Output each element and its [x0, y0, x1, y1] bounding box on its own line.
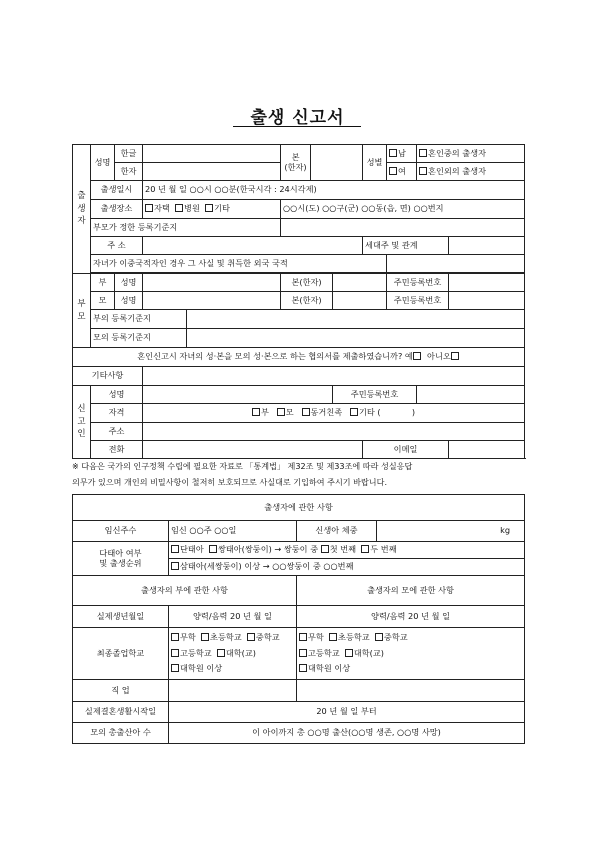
- name-label: 성명: [91, 145, 115, 181]
- father-id-label: 주민등록번호: [387, 274, 449, 292]
- father-registry-field[interactable]: [187, 310, 525, 329]
- mother-registry-label: 모의 등록기준지: [91, 329, 187, 348]
- checkbox-icon: [277, 408, 285, 416]
- mother-name-field[interactable]: [143, 292, 281, 310]
- father-job-field[interactable]: [169, 680, 297, 702]
- checkbox-icon: [345, 649, 353, 657]
- reporter-qual-label: 자격: [91, 404, 143, 423]
- reporter-name-field[interactable]: [143, 386, 333, 404]
- checkbox-icon: [145, 204, 153, 212]
- registry-label: 부모가 정한 등록기준지: [91, 219, 281, 237]
- birth-report-form: [72, 144, 525, 459]
- weight-field[interactable]: kg: [377, 521, 525, 542]
- checkbox-icon: [247, 633, 255, 641]
- checkbox-icon: [350, 408, 358, 416]
- reporter-phone-field[interactable]: [143, 441, 363, 459]
- father-birthdate-field[interactable]: 양력/음력 20 년 월 일: [169, 606, 297, 628]
- father-info-header: 출생자의 부에 관한 사항: [73, 576, 297, 606]
- checkbox-icon: [171, 562, 179, 570]
- birth-section-label: 출생자: [73, 145, 91, 274]
- place-address-field[interactable]: ○○시(도) ○○구(군) ○○동(읍, 면) ○○번지: [281, 200, 525, 219]
- mother-bon-field[interactable]: [333, 292, 387, 310]
- hangul-name-field[interactable]: [143, 145, 281, 163]
- mother-id-field[interactable]: [449, 292, 525, 310]
- mother-registry-field[interactable]: [187, 329, 525, 348]
- page-title: 출생 신고서: [250, 108, 345, 128]
- multiple-birth-options-1[interactable]: 단태아 쌍태아(쌍둥이) → 쌍둥이 중 첫 번째 두 번째: [169, 542, 525, 559]
- checkbox-icon: [451, 352, 459, 360]
- parents-section-label: 부모: [73, 274, 91, 348]
- gestation-label: 임신주수: [73, 521, 169, 542]
- hanja-label: 한자: [115, 163, 143, 181]
- reporter-section-label: 신고인: [73, 386, 91, 459]
- mother-job-field[interactable]: [297, 680, 525, 702]
- father-name-label: 성명: [115, 274, 143, 292]
- father-registry-label: 부의 등록기준지: [91, 310, 187, 329]
- marriage-start-field[interactable]: 20 년 월 일 부터: [169, 702, 525, 723]
- checkbox-icon: [209, 545, 217, 553]
- checkbox-icon: [171, 633, 179, 641]
- checkbox-icon: [252, 408, 260, 416]
- checkbox-icon: [329, 633, 337, 641]
- reporter-phone-label: 전화: [91, 441, 143, 459]
- father-bon-field[interactable]: [333, 274, 387, 292]
- marriage-start-label: 실제결혼생활시작일: [73, 702, 169, 723]
- checkbox-icon: [419, 167, 427, 175]
- household-label: 세대주 및 관계: [363, 237, 449, 255]
- mother-info-header: 출생자의 모에 관한 사항: [297, 576, 525, 606]
- checkbox-icon: [205, 204, 213, 212]
- hangul-label: 한글: [115, 145, 143, 163]
- education-label: 최종졸업학교: [73, 628, 169, 680]
- etc-label: 기타사항: [73, 367, 143, 386]
- sex-label: 성별: [363, 145, 387, 181]
- multiple-birth-options-2[interactable]: 삼태아(세쌍둥이) 이상 → ○○쌍둥이 중 ○○번째: [169, 559, 525, 576]
- father-education-options[interactable]: 무학 초등학교 중학교 고등학교 대학(교) 대학원 이상: [169, 628, 297, 680]
- bon-label: 본 (한자): [281, 145, 311, 181]
- statistics-notice-line-1: ※ 다음은 국가의 인구정책 수립에 필요한 자료로 「통계법」 제32조 및 제33조에 따라 성실응답: [72, 461, 413, 471]
- statistics-form: [72, 494, 525, 744]
- total-births-label: 모의 총출산아 수: [73, 723, 169, 744]
- mother-education-options[interactable]: 무학 초등학교 중학교 고등학교 대학(교) 대학원 이상: [297, 628, 525, 680]
- total-births-field[interactable]: 이 아이까지 총 ○○명 출산(○○명 생존, ○○명 사망): [169, 723, 525, 744]
- address-field[interactable]: [143, 237, 363, 255]
- household-field[interactable]: [449, 237, 525, 255]
- checkbox-icon: [171, 545, 179, 553]
- datetime-field[interactable]: 20 년 월 일 ○○시 ○○분(한국시각 : 24시각제): [143, 181, 525, 200]
- checkbox-icon: [299, 664, 307, 672]
- checkbox-icon: [171, 649, 179, 657]
- mother-bon-label: 본(한자): [281, 292, 333, 310]
- checkbox-icon: [171, 664, 179, 672]
- checkbox-icon: [413, 352, 421, 360]
- checkbox-icon: [217, 649, 225, 657]
- reporter-name-label: 성명: [91, 386, 143, 404]
- checkbox-icon: [299, 633, 307, 641]
- foreign-nationality-label: 자녀가 이중국적자인 경우 그 사실 및 취득한 외국 국적: [91, 255, 387, 273]
- mother-name-label: 성명: [115, 292, 143, 310]
- mother-label: 모: [91, 292, 115, 310]
- female-checkbox[interactable]: 여: [387, 163, 417, 181]
- out-marriage-checkbox[interactable]: 혼인외의 출생자: [417, 163, 525, 181]
- father-bon-label: 본(한자): [281, 274, 333, 292]
- checkbox-icon: [321, 545, 329, 553]
- reporter-id-label: 주민등록번호: [333, 386, 417, 404]
- father-label: 부: [91, 274, 115, 292]
- newborn-section-header: 출생자에 관한 사항: [73, 495, 525, 521]
- checkbox-icon: [375, 633, 383, 641]
- statistics-notice-line-2: 의무가 있으며 개인의 비밀사항이 철저히 보호되므로 사실대로 기입하여 주시기 바랍니다.: [72, 477, 388, 487]
- reporter-id-field[interactable]: [417, 386, 525, 404]
- checkbox-icon: [175, 204, 183, 212]
- checkbox-icon: [419, 149, 427, 157]
- etc-field[interactable]: [143, 367, 525, 386]
- reporter-qual-options[interactable]: 부 모 동거친족 기타 ( ): [143, 404, 525, 423]
- multiple-birth-label: 다태아 여부 및 출생순위: [73, 542, 169, 576]
- reporter-email-label: 이메일: [363, 441, 449, 459]
- surname-agreement-question[interactable]: 혼인신고시 자녀의 성·본을 모의 성·본으로 하는 협의서를 제출하였습니까? 예 아니오: [73, 348, 525, 367]
- gestation-field[interactable]: 임신 ○○주 ○○일: [169, 521, 297, 542]
- place-label: 출생장소: [91, 200, 143, 219]
- hanja-name-field[interactable]: [143, 163, 281, 181]
- job-label: 직 업: [73, 680, 169, 702]
- father-id-field[interactable]: [449, 274, 525, 292]
- reporter-addr-label: 주소: [91, 423, 143, 441]
- in-marriage-checkbox[interactable]: 혼인중의 출생자: [417, 145, 525, 163]
- father-name-field[interactable]: [143, 274, 281, 292]
- checkbox-icon: [201, 633, 209, 641]
- place-type-options[interactable]: 자택 병원 기타: [143, 200, 281, 219]
- reporter-email-field[interactable]: [449, 441, 525, 459]
- registry-field[interactable]: [281, 219, 525, 237]
- checkbox-icon: [302, 408, 310, 416]
- title-underline: [233, 126, 361, 127]
- checkbox-icon: [361, 545, 369, 553]
- checkbox-icon: [389, 167, 397, 175]
- address-label: 주 소: [91, 237, 143, 255]
- datetime-label: 출생일시: [91, 181, 143, 200]
- checkbox-icon: [389, 149, 397, 157]
- bon-field[interactable]: [311, 145, 363, 181]
- mother-birthdate-field[interactable]: 양력/음력 20 년 월 일: [297, 606, 525, 628]
- male-checkbox[interactable]: 남: [387, 145, 417, 163]
- checkbox-icon: [299, 649, 307, 657]
- mother-id-label: 주민등록번호: [387, 292, 449, 310]
- foreign-nationality-field[interactable]: [387, 255, 525, 273]
- weight-label: 신생아 체중: [297, 521, 377, 542]
- reporter-addr-field[interactable]: [143, 423, 525, 441]
- birthdate-label: 실제생년월일: [73, 606, 169, 628]
